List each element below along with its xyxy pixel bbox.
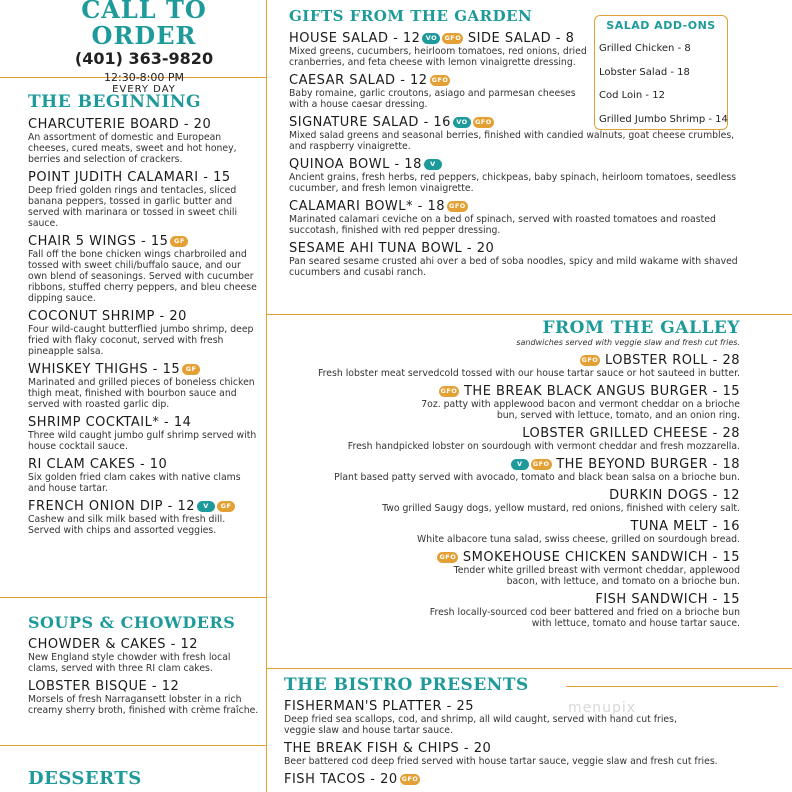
menu-item <box>28 362 260 410</box>
item-desc: Plant based patty served with avocado, tomato and black bean salsa on a brioche bun. <box>334 472 740 483</box>
menu-item <box>28 637 260 674</box>
item-name: LOBSTER ROLL - 28 <box>604 353 740 368</box>
item-desc: Mixed salad greens and seasonal berries, finished with candied walnuts, goat cheese crumbles, and raspberry vinaigrette. <box>289 130 735 152</box>
gluten-free-option-badge: GFO <box>581 356 599 364</box>
divider-galley <box>266 668 792 669</box>
menu-item <box>28 170 260 229</box>
menu-item <box>289 241 739 278</box>
soups-list <box>28 637 260 721</box>
menu-item <box>282 384 740 421</box>
bistro-section <box>284 674 740 792</box>
item-desc: Four wild-caught butterflied jumbo shrimp, deep fried with flaky coconut, served with fresh pineapple salsa. <box>28 324 254 357</box>
item-name: FISH SANDWICH - 15 <box>595 592 740 607</box>
item-name: SHRIMP COCKTAIL* - 14 <box>28 415 192 430</box>
menu-item <box>282 519 740 545</box>
item-name: SESAME AHI TUNA BOWL - 20 <box>289 241 495 256</box>
left-column <box>28 0 260 789</box>
section-title-desserts: DESSERTS <box>28 768 142 789</box>
addon-item: Cod Loin - 12 <box>599 90 665 101</box>
call-to-order <box>28 0 260 96</box>
section-title-bistro: THE BISTRO PRESENTS <box>284 675 529 695</box>
item-name: FRENCH ONION DIP - 12 <box>28 499 195 514</box>
menu-item <box>28 457 260 494</box>
vegan-badge: V <box>511 459 529 470</box>
menu-item <box>282 488 740 514</box>
section-title-garden: GIFTS FROM THE GARDEN <box>289 7 533 25</box>
item-name: CHOWDER & CAKES - 12 <box>28 637 199 652</box>
item-desc: Beer battered cod deep fried served with house tartar sauce, veggie slaw and fresh cut fries. <box>284 756 718 767</box>
item-desc: Fresh lobster meat servedcold tossed with our house tartar sauce or hot sauteed in butter. <box>318 368 740 379</box>
gluten-free-option-badge: GFO <box>449 202 466 210</box>
item-desc: 7oz. patty with applewood bacon and vermont cheddar on a brioche bun, served with lettuce, tomato, and an onion ring. <box>421 399 740 421</box>
side-salad: SIDE SALAD - 8 <box>467 31 575 46</box>
item-desc: New England style chowder with fresh local clams, served with three RI clam cakes. <box>28 652 231 674</box>
item-name: CHARCUTERIE BOARD - 20 <box>28 117 212 132</box>
menu-item <box>282 550 740 587</box>
addon-item: Lobster Salad - 18 <box>599 66 690 78</box>
gluten-free-option-badge: GFO <box>440 387 458 395</box>
divider-beginning <box>0 597 266 598</box>
item-name: RI CLAM CAKES - 10 <box>28 457 168 472</box>
gluten-free-option-badge: GFO <box>439 553 457 561</box>
gluten-free-badge: GF <box>217 501 235 512</box>
item-desc: Fresh locally-sourced cod beer battered and fried on a brioche bun with lettuce, tomato and house tartar sauce. <box>429 607 740 629</box>
item-name: CHAIR 5 WINGS - 15 <box>28 234 169 249</box>
item-name: FISH TACOS - 20 <box>284 772 398 787</box>
menu-item <box>28 117 260 165</box>
item-desc: Three wild caught jumbo gulf shrimp served with house cocktail sauce. <box>28 430 257 452</box>
days: EVERY DAY <box>112 84 176 95</box>
item-name: COCONUT SHRIMP - 20 <box>28 309 187 324</box>
gluten-free-option-badge: GFO <box>532 460 550 468</box>
item-name: THE BREAK BLACK ANGUS BURGER - 15 <box>463 384 740 399</box>
item-desc: Pan seared sesame crusted ahi over a bed of soba noodles, spicy and mild wakame with shaved cucumbers and cusabi ranch. <box>289 256 738 278</box>
item-desc: Fresh handpicked lobster on sourdough with vermont cheddar and fresh mozzarella. <box>347 441 740 452</box>
item-desc: Mixed greens, cucumbers, heirloom tomatoes, red onions, dried cranberries, and feta cheese with lemon vinaigrette dressing. <box>289 46 587 68</box>
section-title-galley: FROM THE GALLEY <box>542 318 740 338</box>
addon-item: Grilled Chicken - 8 <box>599 43 691 54</box>
menu-item <box>282 592 740 629</box>
menu-item <box>28 499 260 536</box>
call-title: CALL TO ORDER <box>81 0 207 50</box>
item-name: THE BREAK FISH & CHIPS - 20 <box>284 741 492 756</box>
section-title-soups: SOUPS & CHOWDERS <box>28 613 236 632</box>
menu-item <box>284 699 740 736</box>
gluten-free-option-badge: GFO <box>401 775 419 783</box>
menu-item <box>284 772 740 787</box>
addons-title: SALAD ADD-ONS <box>606 19 716 32</box>
item-name: LOBSTER GRILLED CHEESE - 28 <box>522 426 740 441</box>
item-desc: Marinated and grilled pieces of boneless chicken thigh meat, finished with bourbon sauce and served with roasted garlic dip. <box>28 377 255 410</box>
gluten-free-option-badge: GFO <box>444 34 462 42</box>
menu-item <box>282 426 740 452</box>
section-title-beginning: THE BEGINNING <box>28 92 201 112</box>
item-name: QUINOA BOWL - 18 <box>289 157 422 172</box>
item-name: WHISKEY THIGHS - 15 <box>28 362 181 377</box>
phone-number[interactable]: (401) 363-9820 <box>74 49 214 68</box>
vegan-option-badge: VO <box>422 33 440 44</box>
item-name: POINT JUDITH CALAMARI - 15 <box>28 170 231 185</box>
menu-item <box>282 457 740 483</box>
menu-item <box>289 157 739 194</box>
gluten-free-option-badge: GFO <box>474 118 492 126</box>
menu-item <box>28 415 260 452</box>
item-name: LOBSTER BISQUE - 12 <box>28 679 180 694</box>
beginning-list <box>28 117 260 541</box>
item-desc: Tender white grilled breast with vermont cheddar, applewood bacon, with lettuce, and tomato on a brioche bun. <box>453 565 740 587</box>
item-name: HOUSE SALAD - 12 <box>289 31 421 46</box>
watermark: menupix <box>568 700 637 716</box>
item-desc: An assortment of domestic and European cheeses, cured meats, sweet and hot honey, berries and selection of crackers. <box>28 132 237 165</box>
addon-item: Grilled Jumbo Shrimp - 14 <box>599 113 728 125</box>
menu-item <box>289 199 739 236</box>
galley-subtitle: sandwiches served with veggie slaw and fresh cut fries. <box>516 338 740 347</box>
salad-addons-box <box>594 15 728 130</box>
item-name: SIGNATURE SALAD - 16 <box>289 115 451 130</box>
menu-item <box>28 234 260 304</box>
gluten-free-badge: GF <box>170 236 188 247</box>
item-name: TUNA MELT - 16 <box>630 519 740 534</box>
galley-section <box>282 318 740 634</box>
item-desc: White albacore tuna salad, swiss cheese, grilled on sourdough bread. <box>417 534 740 545</box>
divider-soups <box>0 745 266 746</box>
item-desc: Cashew and silk milk based with fresh dill. Served with chips and assorted veggies. <box>28 514 226 536</box>
menu-item <box>28 679 260 716</box>
item-desc: Baby romaine, garlic croutons, asiago and parmesan cheeses with a house caesar dressing. <box>289 88 576 110</box>
item-desc: Deep fried sea scallops, cod, and shrimp, all wild caught, served with hand cut fries, veggie slaw and house tartar sauce. <box>284 714 677 736</box>
item-desc: Six golden fried clam cakes with native clams and house tartar. <box>28 472 241 494</box>
item-name: THE BEYOND BURGER - 18 <box>556 457 740 472</box>
vegan-badge: V <box>197 501 215 512</box>
item-desc: Morsels of fresh Narragansett lobster in a rich creamy sherry broth, finished with crème fraîche. <box>28 694 259 716</box>
item-name: CALAMARI BOWL* - 18 <box>289 199 446 214</box>
menu-item <box>28 309 260 357</box>
vegan-option-badge: VO <box>453 117 471 128</box>
divider-garden <box>266 314 792 315</box>
hours: 12:30-8:00 PM <box>104 71 184 84</box>
gluten-free-badge: GF <box>182 364 200 375</box>
item-name: FISHERMAN'S PLATTER - 25 <box>284 699 475 714</box>
left-divider <box>266 0 267 792</box>
item-desc: Marinated calamari ceviche on a bed of spinach, served with roasted tomatoes and roasted succotash, finished with red pepper dressing. <box>289 214 716 236</box>
vegan-badge: V <box>424 159 442 170</box>
item-desc: Deep fried golden rings and tentacles, sliced banana peppers, tossed in garlic butter and served with marinara or tossed in sweet chili sauce. <box>28 185 238 229</box>
item-name: SMOKEHOUSE CHICKEN SANDWICH - 15 <box>462 550 740 565</box>
item-desc: Ancient grains, fresh herbs, red peppers, chickpeas, baby spinach, heirloom tomatoes, seedless cucumber, and fresh lemon vinaigrette. <box>289 172 737 194</box>
menu-item <box>284 741 740 767</box>
item-name: CAESAR SALAD - 12 <box>289 73 428 88</box>
item-desc: Fall off the bone chicken wings charbroiled and tossed with sweet chili/buffalo sauce, and our own blend of seasonings. Served with cucumber ribbons, stuffed cherry peppers, and bleu cheese dipping sauce. <box>28 249 257 304</box>
item-name: DURKIN DOGS - 12 <box>609 488 740 503</box>
menu-item <box>282 353 740 379</box>
item-desc: Two grilled Saugy dogs, yellow mustard, red onions, finished with celery salt. <box>382 503 740 514</box>
gluten-free-option-badge: GFO <box>431 76 449 84</box>
